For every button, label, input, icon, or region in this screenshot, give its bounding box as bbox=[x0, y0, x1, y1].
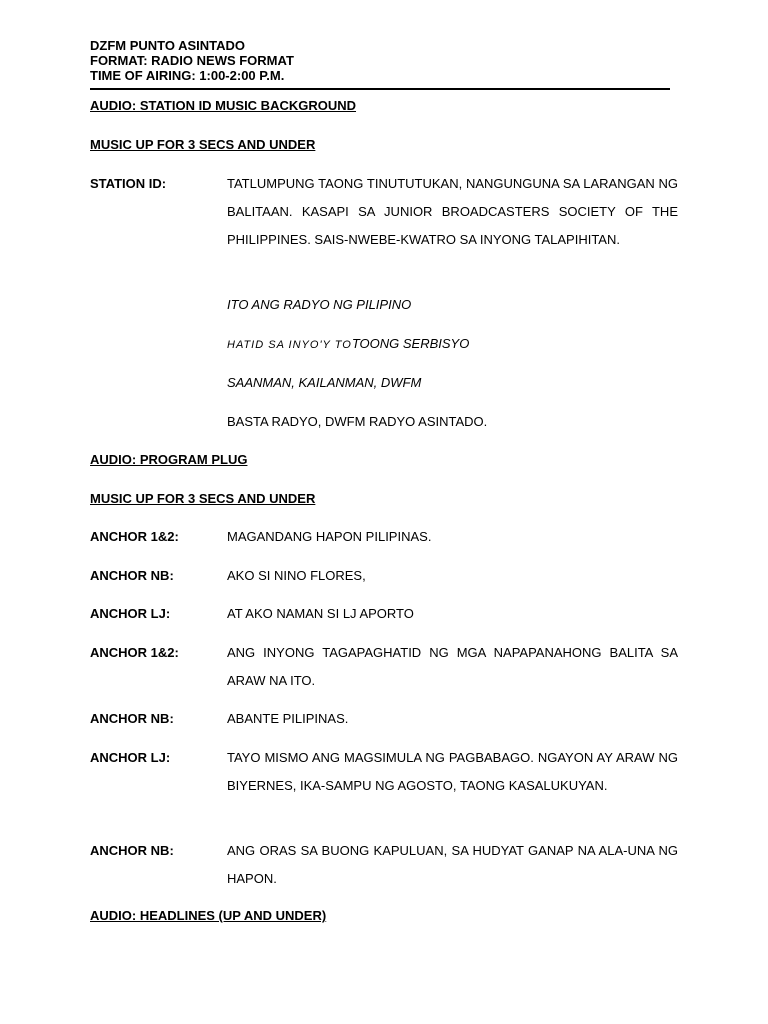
station-id-label: STATION ID: bbox=[90, 176, 167, 191]
cue-headlines: AUDIO: HEADLINES (UP AND UNDER) bbox=[90, 908, 327, 923]
speaker-label: ANCHOR NB: bbox=[90, 843, 174, 858]
speaker-label: ANCHOR NB: bbox=[90, 711, 174, 726]
speaker-label: ANCHOR NB: bbox=[90, 568, 174, 583]
tagline-serbisyo bbox=[227, 336, 469, 353]
speaker-line: AT AKO NAMAN SI LJ APORTO bbox=[227, 606, 414, 621]
speaker-line: TAYO MISMO ANG MAGSIMULA NG PAGBABAGO. NGAYON AY ARAW NG BIYERNES, IKA-SAMPU NG AGOSTO, TAONG KASALUKUYAN. bbox=[227, 750, 678, 793]
tagline-serbisyo-part-a: HATID SA INYO'Y TO bbox=[227, 339, 352, 351]
speaker-label: ANCHOR 1&2: bbox=[90, 645, 179, 660]
tagline-basta-radyo: BASTA RADYO, DWFM RADYO ASINTADO. bbox=[227, 414, 488, 429]
station-title: DZFM PUNTO ASINTADO bbox=[90, 38, 246, 53]
airing-time-line: TIME OF AIRING: 1:00-2:00 P.M. bbox=[90, 68, 285, 83]
station-id-text: TATLUMPUNG TAONG TINUTUTUKAN, NANGUNGUNA SA LARANGAN NG BALITAAN. KASAPI SA JUNIOR BROADCASTERS SOCIETY OF THE PHILIPPINES. SAIS-NWEBE-KWATRO SA INYONG TALAPIHITAN. bbox=[227, 176, 678, 247]
speaker-line: AKO SI NINO FLORES, bbox=[227, 568, 366, 583]
speaker-label: ANCHOR LJ: bbox=[90, 606, 171, 621]
speaker-label: ANCHOR LJ: bbox=[90, 750, 171, 765]
cue-program-plug: AUDIO: PROGRAM PLUG bbox=[90, 452, 248, 467]
header-rule bbox=[90, 88, 670, 90]
speaker-line: MAGANDANG HAPON PILIPINAS. bbox=[227, 529, 432, 544]
tagline-serbisyo-part-b: TOONG SERBISYO bbox=[351, 336, 470, 351]
cue-station-id-music: AUDIO: STATION ID MUSIC BACKGROUND bbox=[90, 98, 357, 113]
tagline-saanman: SAANMAN, KAILANMAN, DWFM bbox=[227, 375, 422, 390]
format-line: FORMAT: RADIO NEWS FORMAT bbox=[90, 53, 294, 68]
cue-music-up-2: MUSIC UP FOR 3 SECS AND UNDER bbox=[90, 491, 316, 506]
speaker-line: ABANTE PILIPINAS. bbox=[227, 711, 349, 726]
tagline-radyo: ITO ANG RADYO NG PILIPINO bbox=[227, 297, 412, 312]
speaker-label: ANCHOR 1&2: bbox=[90, 529, 179, 544]
script-page bbox=[90, 38, 678, 923]
speaker-line: ANG INYONG TAGAPAGHATID NG MGA NAPAPANAHONG BALITA SA ARAW NA ITO. bbox=[227, 645, 678, 688]
cue-music-up-1: MUSIC UP FOR 3 SECS AND UNDER bbox=[90, 137, 316, 152]
speaker-line: ANG ORAS SA BUONG KAPULUAN, SA HUDYAT GANAP NA ALA-UNA NG HAPON. bbox=[227, 843, 678, 886]
